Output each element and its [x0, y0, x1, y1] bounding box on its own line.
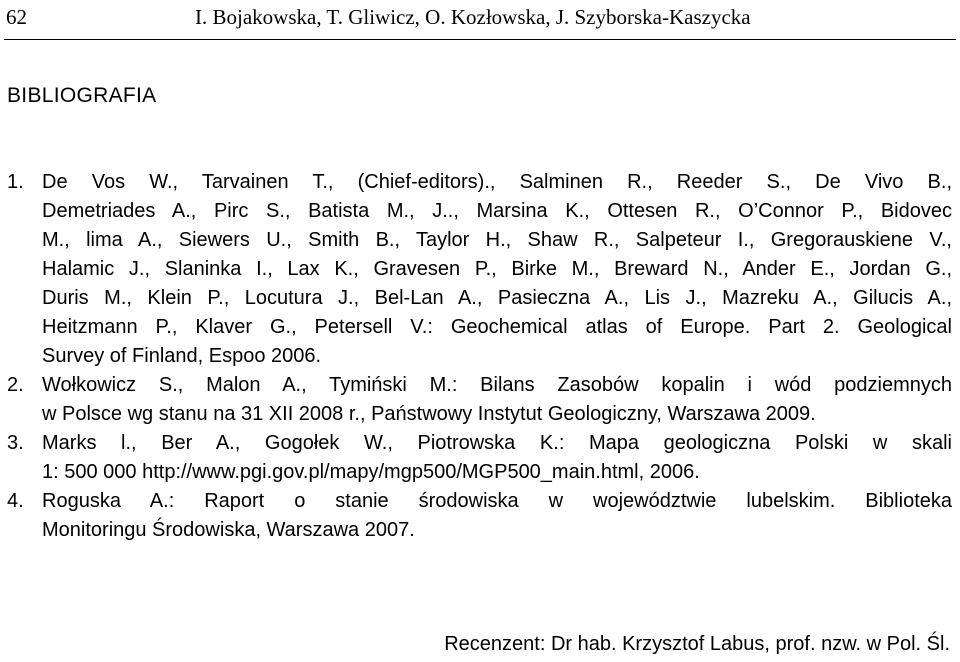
reference-line: Roguska A.: Raport o stanie środowiska w województwie lubelskim. Biblioteka	[42, 490, 952, 512]
reference-line: Wołkowicz S., Malon A., Tymiński M.: Bilans Zasobów kopalin i wód podziemnych	[42, 374, 952, 396]
reference-line: Demetriades A., Pirc S., Batista M., J.., Marsina K., Ottesen R., O’Connor P., Bidovec	[42, 200, 952, 222]
reference-list	[0, 168, 960, 545]
reference-line: Marks l., Ber A., Gogołek W., Piotrowska K.: Mapa geologiczna Polski w skali	[42, 432, 952, 454]
reference-line: De Vos W., Tarvainen T., (Chief-editors)., Salminen R., Reeder S., De Vivo B.,	[42, 171, 952, 193]
reference-line: Survey of Finland, Espoo 2006.	[42, 345, 322, 367]
page-number: 62	[6, 5, 27, 29]
running-head-authors: I. Bojakowska, T. Gliwicz, O. Kozłowska, J. Szyborska-Kaszycka	[195, 5, 751, 29]
reference-item	[0, 487, 952, 545]
page-header	[4, 4, 956, 40]
reviewer-note: Recenzent: Dr hab. Krzysztof Labus, prof. nzw. w Pol. Śl.	[444, 633, 950, 655]
reference-number: 3.	[7, 432, 24, 454]
reference-number: 4.	[7, 490, 24, 512]
reference-item	[0, 371, 952, 429]
reference-line: Duris M., Klein P., Locutura J., Bel-Lan A., Pasieczna A., Lis J., Mazreku A., Gilucis A.,	[42, 287, 952, 309]
reference-line: 1: 500 000 http://www.pgi.gov.pl/mapy/mgp500/MGP500_main.html, 2006.	[42, 461, 700, 483]
reference-line: Monitoringu Środowiska, Warszawa 2007.	[42, 519, 415, 541]
reference-line: Heitzmann P., Klaver G., Petersell V.: Geochemical atlas of Europe. Part 2. Geological	[42, 316, 952, 338]
reference-item	[0, 168, 952, 371]
reference-item	[0, 429, 952, 487]
section-title: BIBLIOGRAFIA	[7, 84, 157, 107]
reference-line: M., lima A., Siewers U., Smith B., Taylor H., Shaw R., Salpeteur I., Gregorauskiene V.,	[42, 229, 952, 251]
reference-line: Halamic J., Slaninka I., Lax K., Gravesen P., Birke M., Breward N., Ander E., Jordan G.,	[42, 258, 952, 280]
reference-number: 1.	[7, 171, 24, 193]
reference-number: 2.	[7, 374, 24, 396]
reference-line: w Polsce wg stanu na 31 XII 2008 r., Państwowy Instytut Geologiczny, Warszawa 2009.	[42, 403, 816, 425]
